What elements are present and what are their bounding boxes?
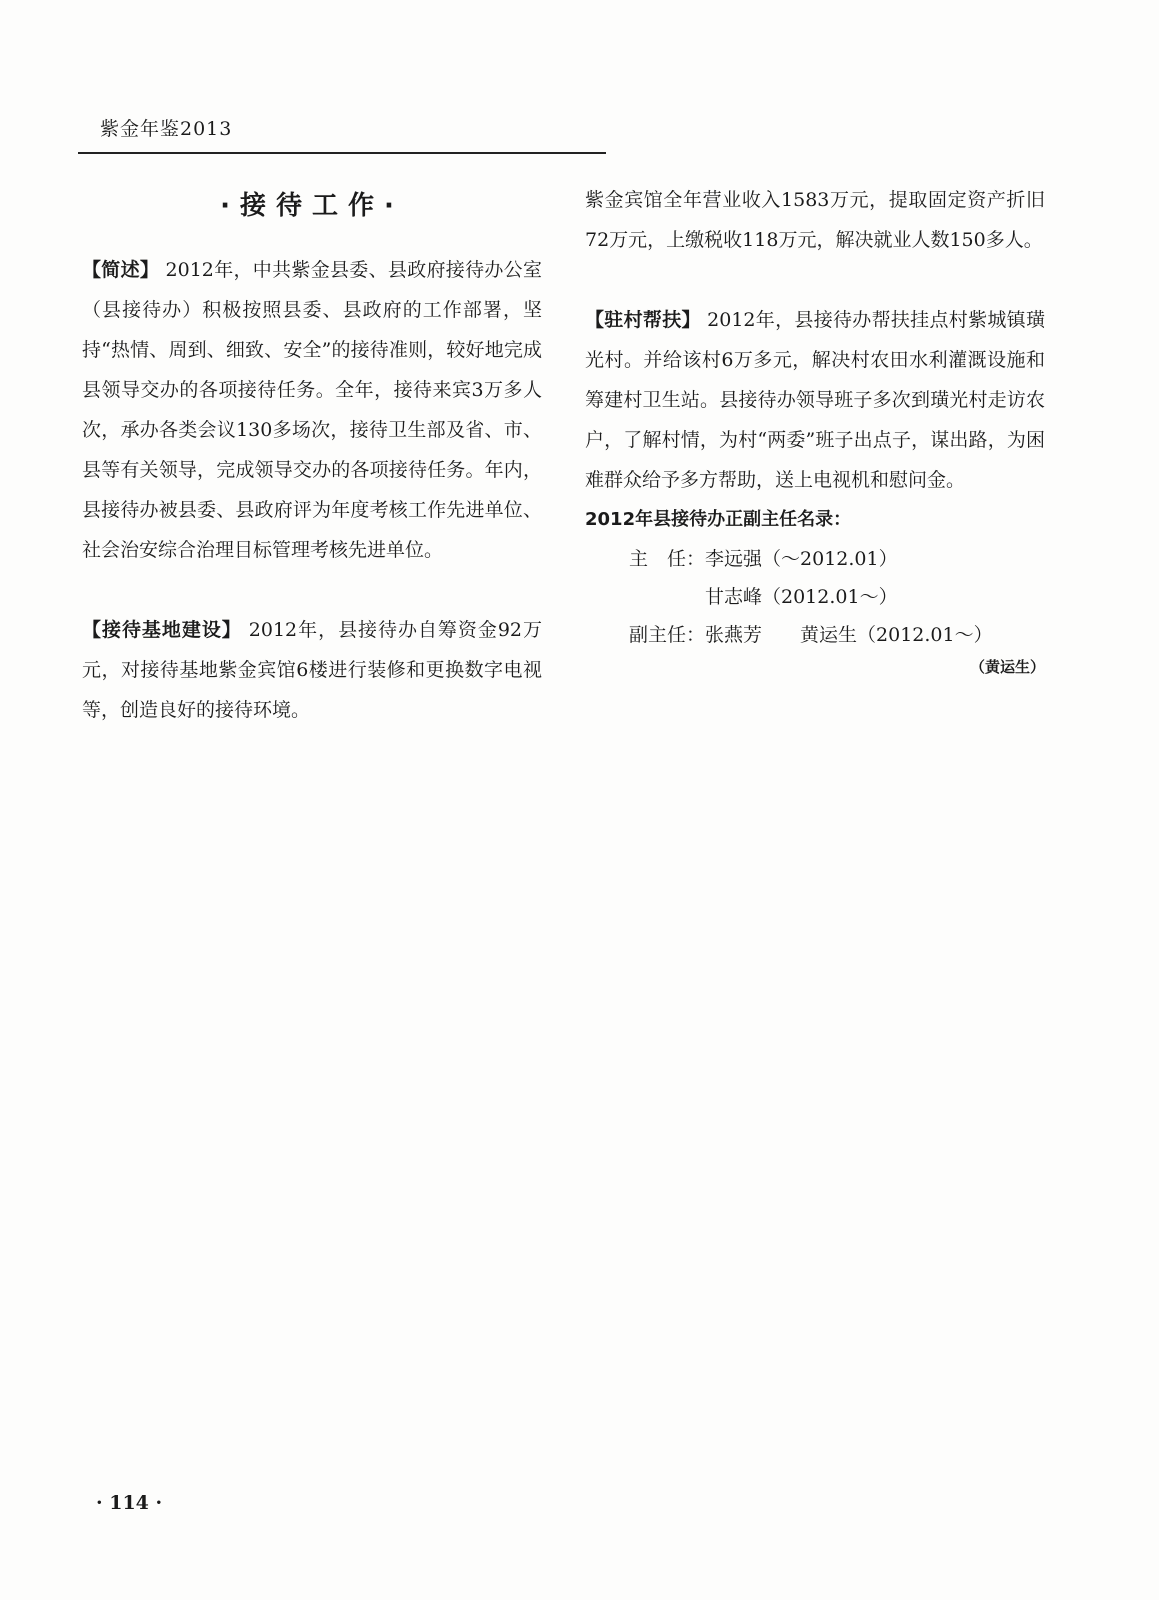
- left-column: [82, 180, 542, 730]
- section-title: ·接待工作·: [220, 191, 404, 221]
- base-continued: 紫金宾馆全年营业收入1583万元，提取固定资产折旧72万元，上缴税收118万元，解决就业人数150多人。: [585, 189, 1045, 251]
- roster-role: 主 任：: [629, 548, 706, 570]
- page-number: · 114 ·: [96, 1492, 163, 1514]
- overview-entry: [82, 250, 542, 570]
- base-entry: [82, 610, 542, 730]
- roster-row: [585, 578, 1045, 616]
- roster-title: 2012年县接待办正副主任名录：: [585, 509, 852, 530]
- running-title: 紫金年鉴2013: [100, 118, 233, 140]
- roster-names: 甘志峰（2012.01～）: [705, 586, 898, 608]
- overview-tag: 【简述】: [82, 259, 160, 281]
- aid-text: 2012年，县接待办帮扶挂点村紫城镇璜光村。并给该村6万多元，解决村农田水利灌溉设施和筹建村卫生站。县接待办领导班子多次到璜光村走访农户，了解村情，为村“两委”班子出点子，谋出路，为困难群众给予多方帮助，送上电视机和慰问金。: [585, 309, 1045, 491]
- roster-role: 副主任：: [629, 624, 706, 646]
- roster-row: [585, 540, 1045, 578]
- header-rule: [78, 152, 606, 154]
- aid-tag: 【驻村帮扶】: [585, 309, 701, 331]
- aid-entry: [585, 300, 1045, 500]
- roster-row: [585, 616, 1045, 654]
- roster-names: 张燕芳 黄运生（2012.01～）: [705, 624, 993, 646]
- base-tag: 【接待基地建设】: [82, 619, 242, 641]
- overview-text: 2012年，中共紫金县委、县政府接待办公室（县接待办）积极按照县委、县政府的工作部署，坚持“热情、周到、细致、安全”的接待准则，较好地完成县领导交办的各项接待任务。全年，接待来宾3万多人次，承办各类会议130多场次，接待卫生部及省、市、县等有关领导，完成领导交办的各项接待任务。年内，县接待办被县委、县政府评为年度考核工作先进单位、社会治安综合治理目标管理考核先进单位。: [82, 259, 542, 561]
- right-column: [585, 180, 1045, 677]
- author-credit: （黄运生）: [969, 658, 1045, 676]
- base-text: 2012年，县接待办自筹资金92万元，对接待基地紫金宾馆6楼进行装修和更换数字电视等，创造良好的接待环境。: [82, 619, 542, 721]
- roster-names: 李远强（～2012.01）: [705, 548, 898, 570]
